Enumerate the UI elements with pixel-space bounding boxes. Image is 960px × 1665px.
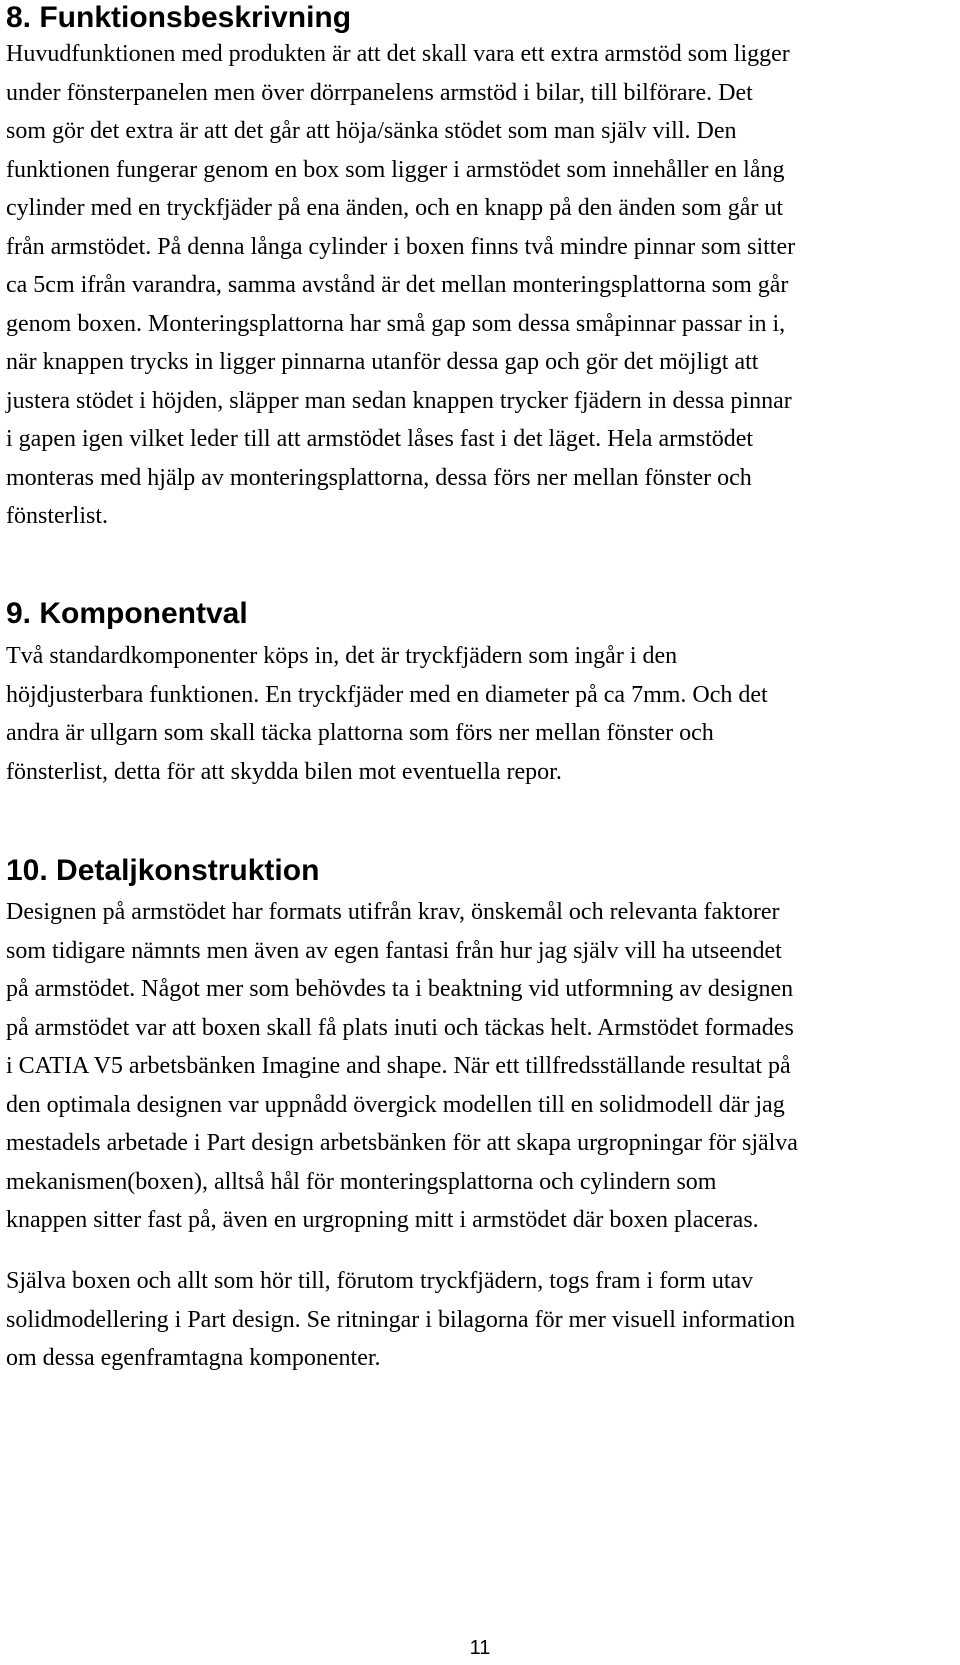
text-line: mestadels arbetade i Part design arbetsbänken för att skapa urgropningar för själva [6,1130,798,1156]
text-line: som tidigare nämnts men även av egen fantasi från hur jag själv vill ha utseendet [6,937,782,964]
text-line: solidmodellering i Part design. Se ritningar i bilagorna för mer visuell information [6,1306,796,1333]
text-line: genom boxen. Monteringsplattorna har små gap som dessa småpinnar passar in i, [6,310,786,337]
text-line: Huvudfunktionen med produkten är att det skall vara ett extra armstöd som ligger [6,41,790,67]
text-line: den optimala designen var uppnådd övergick modellen till en solidmodell där jag [6,1091,785,1118]
text-line: från armstödet. På denna långa cylinder i boxen finns två mindre pinnar som sitter [6,233,796,260]
section-8-heading: 8. Funktionsbeskrivning [6,1,352,34]
text-line: Själva boxen och allt som hör till, förutom tryckfjädern, togs fram i form utav [6,1268,754,1294]
section-10-paragraph-1 [6,893,798,1240]
section-9-heading: 9. Komponentval [6,597,248,630]
text-line: om dessa egenframtagna komponenter. [6,1345,381,1371]
text-line: under fönsterpanelen men över dörrpanelens armstöd i bilar, till bilförare. Det [6,79,753,106]
section-10-paragraph-2 [6,1262,795,1378]
text-line: mekanismen(boxen), alltså hål för monteringsplattorna och cylindern som [6,1168,717,1195]
text-line: justera stödet i höjden, släpper man sedan knappen trycker fjädern in dessa pinnar [6,387,792,414]
text-line: i CATIA V5 arbetsbänken Imagine and shape. När ett tillfredsställande resultat på [6,1053,791,1079]
text-line: cylinder med en tryckfjäder på ena änden, och en knapp på den änden som går ut [6,195,784,221]
text-line: Två standardkomponenter köps in, det är tryckfjädern som ingår i den [6,643,678,669]
text-line: Designen på armstödet har formats utifrån krav, önskemål och relevanta faktorer [6,899,780,925]
section-10-heading: 10. Detaljkonstruktion [6,854,320,887]
section-9-paragraph [6,637,768,791]
text-line: när knappen trycks in ligger pinnarna utanför dessa gap och gör det möjligt att [6,349,759,375]
text-line: knappen sitter fast på, även en urgropning mitt i armstödet där boxen placeras. [6,1207,759,1233]
text-line: monteras med hjälp av monteringsplattorna, dessa förs ner mellan fönster och [6,464,752,491]
page-number: 11 [469,1637,491,1659]
section-8-paragraph [6,35,795,536]
text-line: funktionen fungerar genom en box som ligger i armstödet som innehåller en lång [6,156,785,183]
text-line: fönsterlist, detta för att skydda bilen mot eventuella repor. [6,758,562,785]
text-line: i gapen igen vilket leder till att armstödet låses fast i det läget. Hela armstödet [6,426,754,452]
text-line: som gör det extra är att det går att höja/sänka stödet som man själv vill. Den [6,118,737,144]
text-line: på armstödet. Något mer som behövdes ta i beaktning vid utformning av designen [6,976,794,1002]
text-line: fönsterlist. [6,503,108,529]
text-line: höjdjusterbara funktionen. En tryckfjäder med en diameter på ca 7mm. Och det [6,681,768,708]
text-line: andra är ullgarn som skall täcka plattorna som förs ner mellan fönster och [6,720,714,746]
text-line: ca 5cm ifrån varandra, samma avstånd är det mellan monteringsplattorna som går [6,272,789,298]
text-line: på armstödet var att boxen skall få plats inuti och täckas helt. Armstödet formades [6,1014,794,1041]
